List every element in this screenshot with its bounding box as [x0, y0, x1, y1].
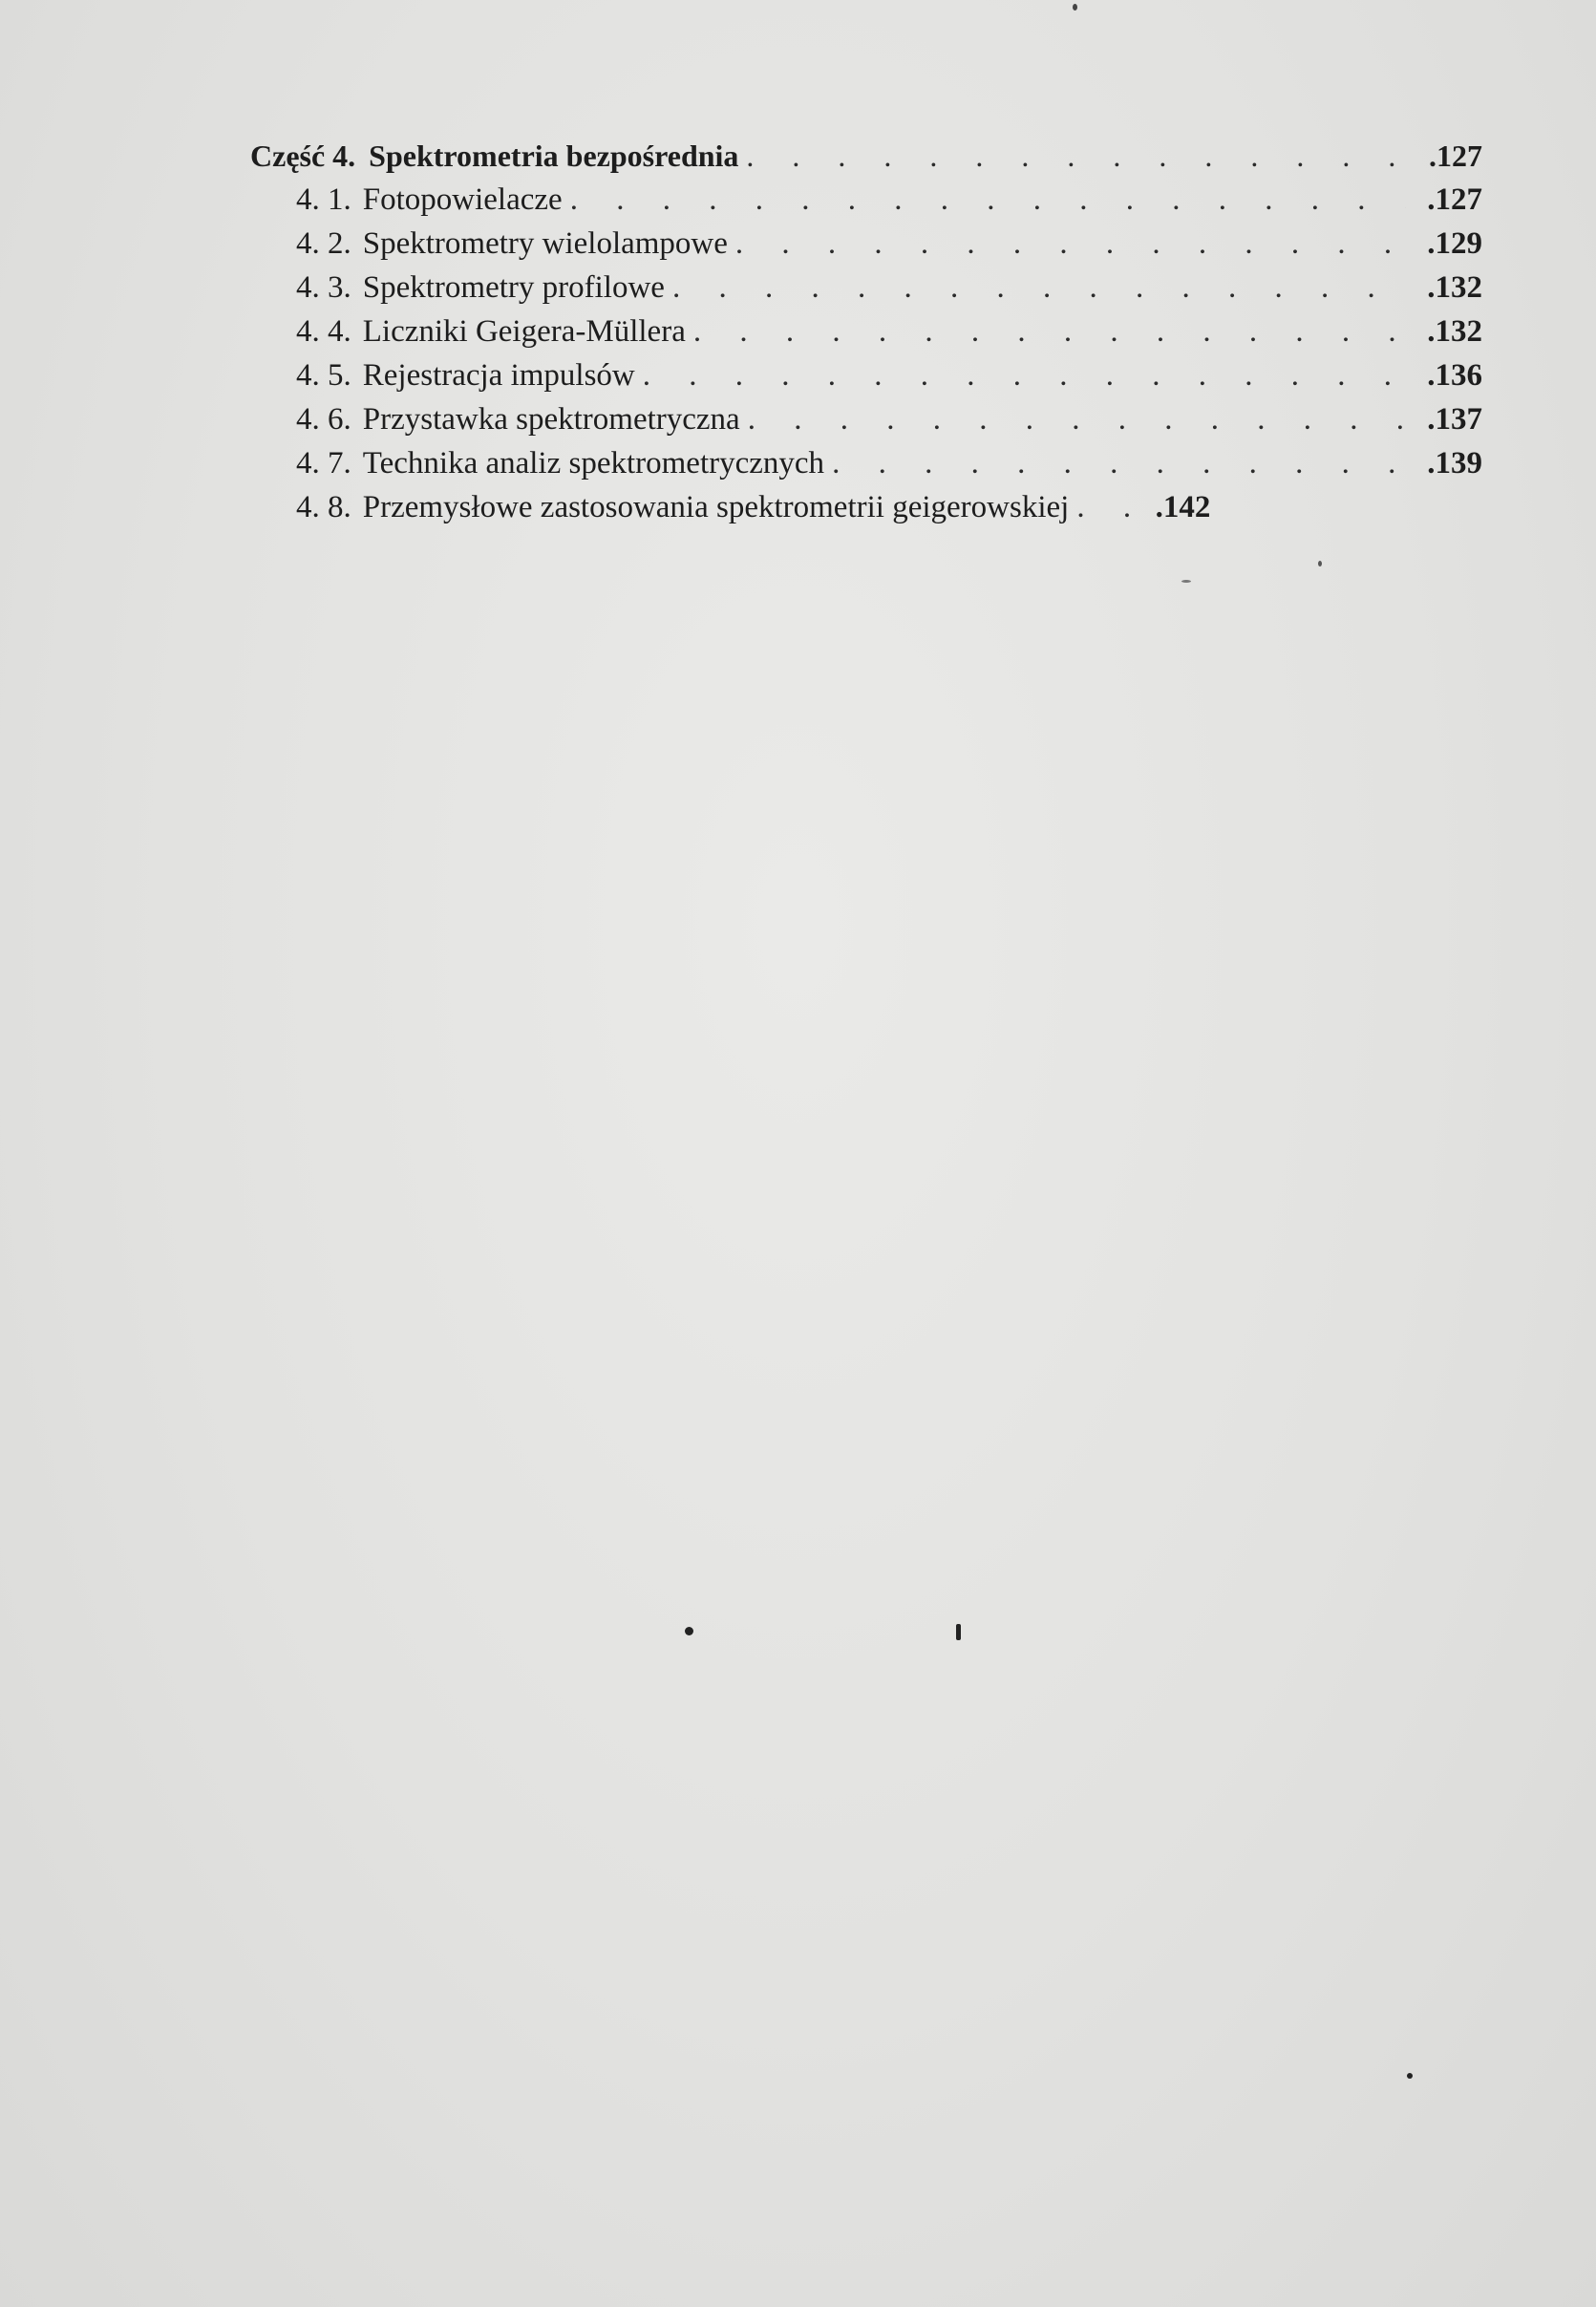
section-number: 4. 5.: [296, 358, 351, 393]
toc-entry: [250, 402, 1482, 446]
table-of-contents: [250, 139, 1482, 534]
section-page-number: .139: [1427, 446, 1482, 481]
toc-entry: [250, 314, 1482, 358]
section-title: Spektrometry wielolampowe: [362, 226, 728, 261]
section-number: 4. 8.: [296, 490, 351, 524]
dot-leader: [672, 270, 1406, 306]
section-page-number: .129: [1427, 226, 1482, 261]
section-title: Rejestracja impulsów: [362, 358, 635, 393]
scan-speck: [685, 1627, 693, 1635]
section-number: 4. 1.: [296, 182, 351, 217]
section-number: 4. 4.: [296, 314, 351, 349]
dot-leader: [643, 358, 1406, 394]
scan-speck: [956, 1624, 961, 1640]
toc-entry: [250, 490, 1482, 534]
toc-entry: [250, 446, 1482, 490]
toc-entry: [250, 270, 1482, 314]
dot-leader: [570, 182, 1406, 218]
section-title: Technika analiz spektrometrycznych: [362, 446, 825, 481]
section-number: 4. 6.: [296, 402, 351, 437]
dot-leader: [832, 446, 1406, 481]
section-page-number: .132: [1427, 270, 1482, 305]
dot-leader: [748, 402, 1406, 438]
section-page-number: .137: [1427, 402, 1482, 437]
section-title: Fotopowielacze: [362, 182, 563, 217]
dot-leader: [693, 314, 1406, 350]
dot-leader: [735, 226, 1406, 262]
toc-part-heading: [250, 139, 1482, 182]
section-page-number: .142: [1155, 490, 1211, 524]
toc-entry: [250, 358, 1482, 402]
toc-entry: [250, 182, 1482, 226]
section-page-number: .132: [1427, 314, 1482, 349]
section-number: 4. 2.: [296, 226, 351, 261]
scan-speck: [1073, 4, 1077, 11]
part-number: Część 4.: [250, 139, 356, 173]
scan-speck: [1318, 561, 1322, 566]
part-title: Spektrometria bezpośrednia: [369, 139, 739, 173]
section-title: Spektrometry profilowe: [362, 270, 665, 305]
scan-speck: [1407, 2073, 1413, 2079]
section-title: Liczniki Geigera-Müllera: [362, 314, 686, 349]
section-title: Przemysłowe zastosowania spektrometrii geigerowskiej: [362, 490, 1070, 524]
toc-entry: [250, 226, 1482, 270]
section-number: 4. 3.: [296, 270, 351, 305]
scan-speck: [1181, 580, 1191, 583]
dot-leader: [1076, 490, 1134, 525]
section-title: Przystawka spektrometryczna: [362, 402, 740, 437]
part-page-number: .127: [1429, 139, 1482, 173]
section-number: 4. 7.: [296, 446, 351, 481]
dot-leader: [746, 139, 1406, 174]
section-page-number: .127: [1427, 182, 1482, 217]
section-page-number: .136: [1427, 358, 1482, 393]
